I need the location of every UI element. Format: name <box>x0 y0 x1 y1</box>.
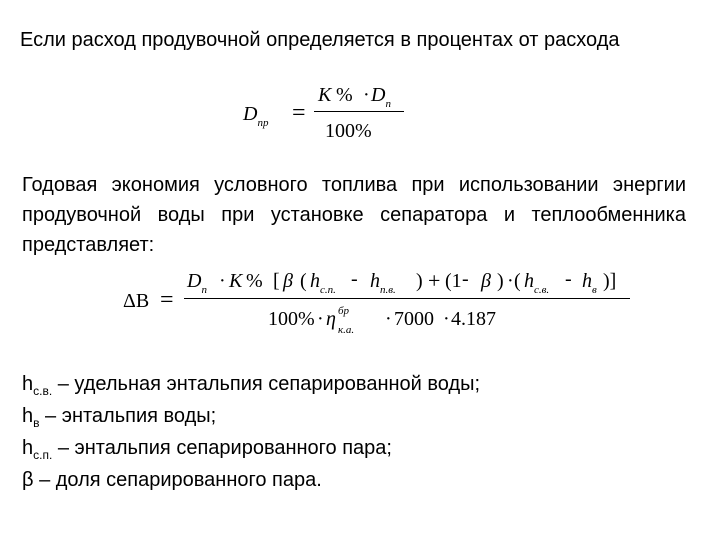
equals-sign-2: = <box>160 287 174 313</box>
legend-text: – энтальпия воды; <box>39 405 217 427</box>
num-D: D <box>187 270 202 292</box>
intro-text: Если расход продувочной определяется в процентах от расхода <box>20 29 620 51</box>
legend-item <box>22 402 216 432</box>
h-v: h <box>582 270 592 292</box>
legend-sub: с.в. <box>33 384 53 398</box>
legend-text: – доля сепарированного пара. <box>33 469 322 491</box>
legend-item <box>22 434 392 464</box>
legend-symbol: h <box>22 437 34 459</box>
num-D-sub: п <box>385 98 391 110</box>
eta: η <box>326 308 336 330</box>
h-sv: h <box>524 270 534 292</box>
bracket-open: [ <box>273 270 280 292</box>
num-dot: · <box>363 84 370 106</box>
legend-symbol: h <box>22 373 34 395</box>
equals-sign: = <box>292 100 306 126</box>
beta-2: β <box>481 270 491 292</box>
den-100pct: 100% <box>268 308 315 330</box>
den-7000: 7000 <box>394 308 434 330</box>
num-pct: % <box>336 84 353 106</box>
minus-3: - <box>565 268 572 290</box>
h-sp: h <box>310 270 320 292</box>
den-dot-2: · <box>385 308 392 330</box>
h-v-sub: в <box>592 284 597 296</box>
num-D: D <box>371 84 386 106</box>
num-K: K <box>318 84 332 106</box>
lhs-sub: пр <box>257 117 269 129</box>
paren-open-3: ( <box>514 270 521 292</box>
num-pct: % <box>246 270 263 292</box>
legend-item <box>22 466 322 496</box>
dot-1: · <box>219 270 226 292</box>
legend-text: – энтальпия сепарированного пара; <box>52 437 392 459</box>
legend-symbol: β <box>22 469 34 491</box>
den-4187: 4.187 <box>451 308 496 330</box>
bracket-close: )] <box>603 270 617 292</box>
paragraph-economy: Годовая экономия условного топлива при использовании энергии продувочной воды при установке сепаратора и теплообменника представляет: <box>22 174 686 256</box>
lhs-D: D <box>243 103 258 125</box>
dot-2: · <box>507 270 514 292</box>
minus-1: - <box>351 268 358 290</box>
h-sv-sub: с.в. <box>534 284 550 296</box>
eta-sup: бр <box>338 305 350 317</box>
legend-symbol: h <box>22 405 34 427</box>
paren-open-1: ( <box>300 270 307 292</box>
paren-close-1: ) <box>416 270 423 292</box>
denominator-1: 100% <box>325 120 372 142</box>
legend-item <box>22 370 480 400</box>
num-D-sub: п <box>201 284 207 296</box>
eta-sub: к.а. <box>338 324 355 336</box>
h-sp-sub: с.п. <box>320 284 336 296</box>
legend-sub: с.п. <box>33 448 53 462</box>
legend-text: – удельная энтальпия сепарированной воды; <box>52 373 481 395</box>
beta-1: β <box>283 270 293 292</box>
legend-sub: в <box>33 416 40 430</box>
h-pv-sub: п.в. <box>380 284 396 296</box>
fraction-line-2 <box>184 298 630 299</box>
one-paren: (1 <box>445 270 462 292</box>
minus-2: - <box>462 268 469 290</box>
plus: + <box>428 268 441 293</box>
den-dot-3: · <box>443 308 450 330</box>
h-pv: h <box>370 270 380 292</box>
paren-close-2: ) <box>497 270 504 292</box>
num-K: K <box>229 270 243 292</box>
lhs-delta-B: ΔB <box>123 290 150 312</box>
den-dot-1: · <box>317 308 324 330</box>
